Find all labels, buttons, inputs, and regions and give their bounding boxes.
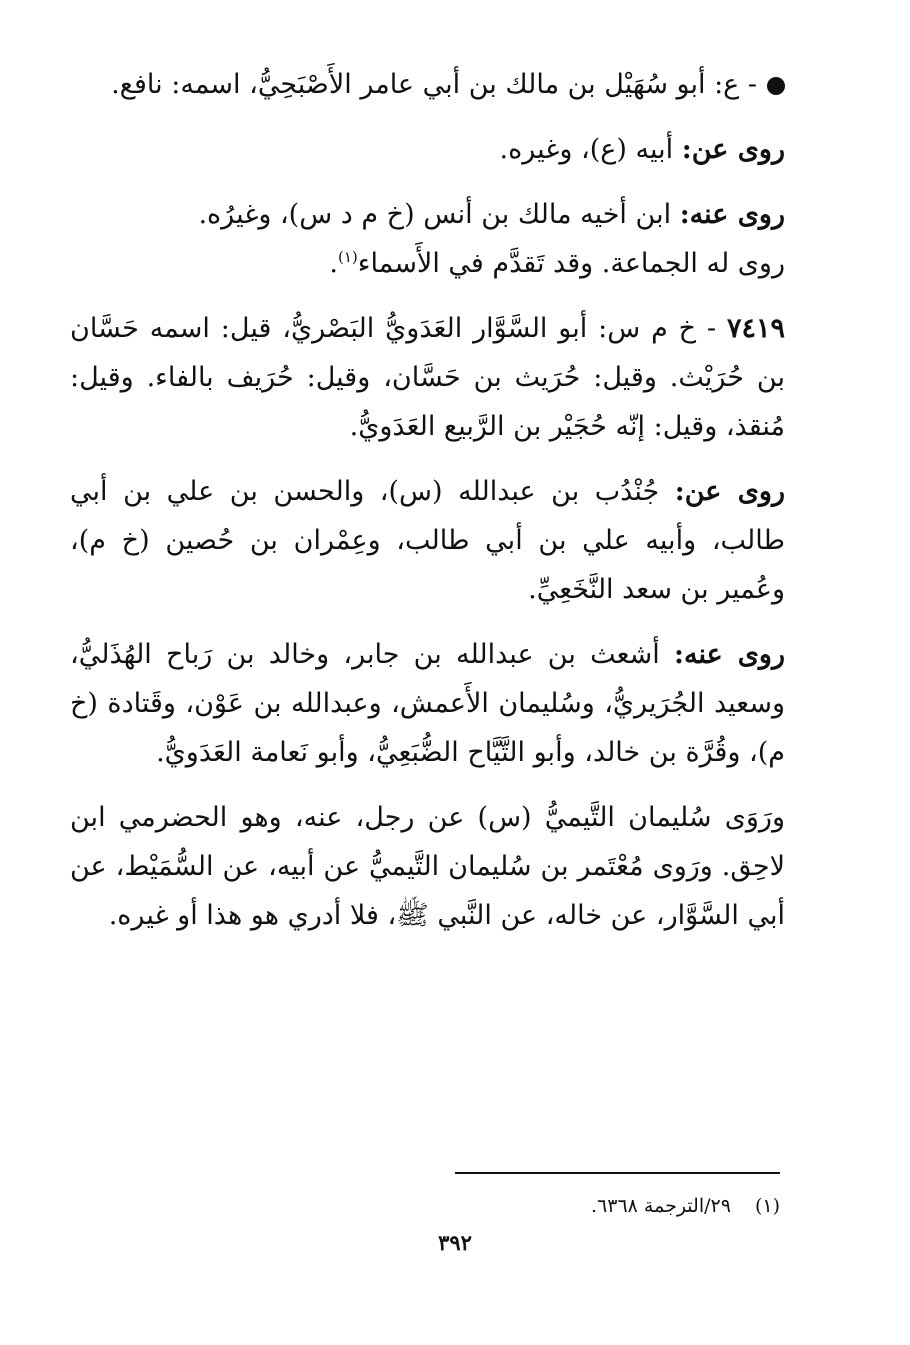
footnote (280, 1192, 780, 1220)
entry-1-prefix: - ع: (714, 69, 757, 100)
footnote-text: ٢٩/الترجمة ٦٣٦٨. (590, 1195, 731, 1217)
rawa-an-label: روى عن: (681, 134, 785, 165)
entry-2-rawa-an-line (70, 467, 785, 614)
rawa-anhu-label-2: روى عنه: (674, 639, 786, 670)
bullet-icon (767, 77, 785, 95)
entry-1-rawa-an (70, 125, 785, 174)
page-number: ٣٩٢ (438, 1230, 472, 1255)
entry-1-heading-line (70, 60, 785, 109)
entry-2-rawa-an (70, 467, 785, 614)
rawa-anhu-text: ابن أخيه مالك بن أنس (خ م د س)، وغيرُه. (198, 199, 672, 230)
entry-2-heading-line (70, 304, 785, 451)
entry-1-heading (70, 60, 785, 109)
entry-2-heading (70, 304, 785, 451)
entry-2-rawa-anhu-line (70, 630, 785, 777)
entry-1-closing-end: . (329, 248, 338, 279)
entry-2-closing (70, 793, 785, 940)
footnote-ref: (١) (338, 248, 358, 266)
rawa-an-text: أبيه (ع)، وغيره. (499, 134, 674, 165)
entry-2-rawa-anhu (70, 630, 785, 777)
entry-1-heading-text: أبو سُهَيْل بن مالك بن أبي عامر الأَصْبَحِيُّ، اسمه: نافع. (111, 69, 706, 100)
entry-1-closing-text: روى له الجماعة. وقد تَقدَّم في الأَسماء (357, 248, 785, 279)
rawa-anhu-label: روى عنه: (679, 199, 785, 230)
entry-2-number: ٧٤١٩ (726, 313, 785, 344)
rawa-an-text-2: جُنْدُب بن عبدالله (س)، والحسن بن علي بن أبي طالب، وأبيه علي بن أبي طالب، وعِمْران بن حُصين (خ م)، وعُمير بن سعد النَّخَعِيِّ. (70, 476, 785, 605)
entry-1-rawa-an-line (70, 125, 785, 174)
entry-2-closing-line (70, 793, 785, 940)
page-body (70, 60, 785, 956)
entry-1-rawa-anhu-line (70, 190, 785, 239)
entry-2-closing-text: ورَوَى سُليمان التَّيميُّ (س) عن رجل، عنه، وهو الحضرمي ابن لاحِق. ورَوى مُعْتَمر بن سُليمان التَّيميُّ عن أبيه، عن السُّمَيْط، عن أبي السَّوَّار، عن خاله، عن النَّبي ﷺ، فلا أدري هو هذا أو غيره. (70, 802, 785, 931)
entry-2-heading-text: أبو السَّوَّار العَدَويُّ البَصْريُّ، قيل: اسمه حَسَّان بن حُرَيْث. وقيل: حُرَيث بن حَسَّان، وقيل: حُرَيف بالفاء. وقيل: مُنقذ، وقيل: إنّه حُجَيْر بن الرَّبيع العَدَويُّ. (70, 313, 785, 442)
entry-1-closing-line (70, 239, 785, 288)
rawa-anhu-text-2: أشعث بن عبدالله بن جابر، وخالد بن رَباح الهُذَليُّ، وسعيد الجُرَيريُّ، وسُليمان الأَعمش، وعبدالله بن عَوْن، وقَتادة (خ م)، وقُرَّة بن خالد، وأبو التَّيَّاح الضُّبَعِيُّ، وأبو نَعامة العَدَويُّ. (70, 639, 785, 768)
rawa-an-label-2: روى عن: (674, 476, 785, 507)
footnote-marker: (١) (754, 1195, 780, 1217)
footnote-divider (455, 1172, 780, 1174)
entry-2-prefix: - خ م س: (598, 313, 717, 344)
entry-1-rawa-anhu (70, 190, 785, 288)
